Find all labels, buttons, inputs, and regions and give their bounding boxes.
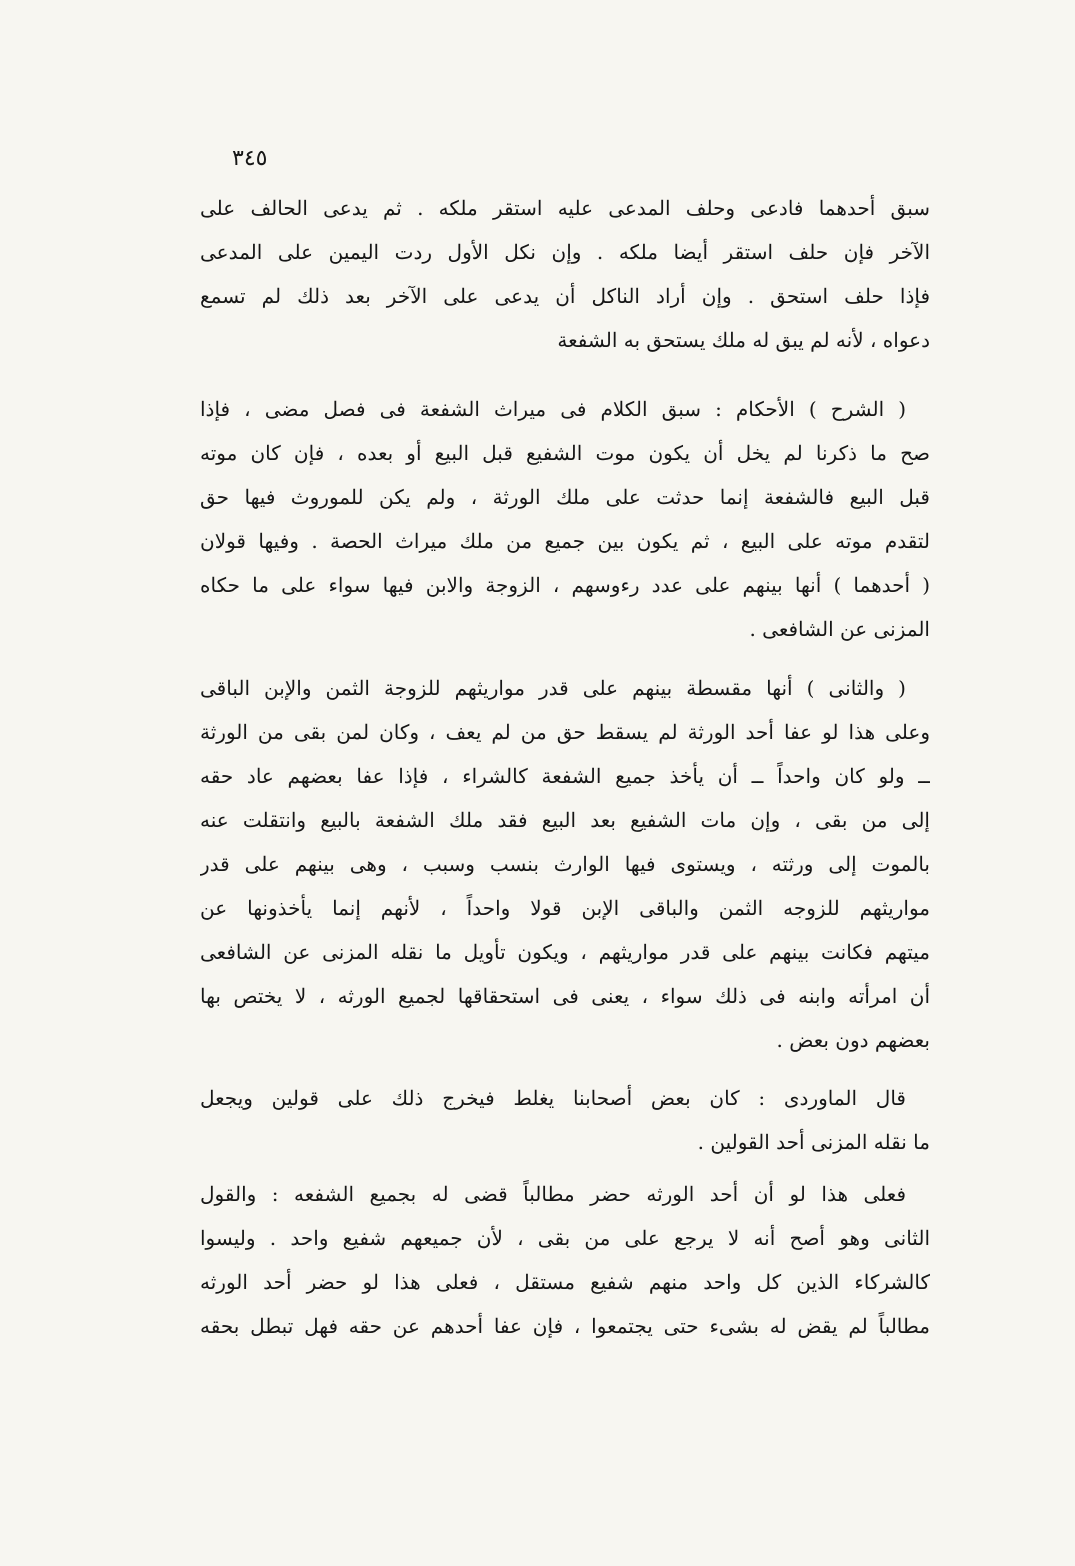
text-line: فإذا حلف استحق . وإن أراد الناكل أن يدعى على الآخر بعد ذلك لم تسمع — [200, 284, 930, 308]
text-line: قبل البيع فالشفعة إنما حدثت على ملك الورثة ، ولم يكن للموروث فيها حق — [200, 485, 930, 509]
text-line: صح ما ذكرنا لم يخل أن يكون موت الشفيع قبل البيع أو بعده ، فإن كان موته — [200, 441, 930, 465]
paragraph-1 — [200, 186, 930, 362]
text-line: دعواه ، لأنه لم يبق له ملك يستحق به الشفعة — [557, 328, 930, 352]
page-number: ٣٤٥ — [232, 146, 268, 171]
text-line: بالموت إلى ورثته ، ويستوى فيها الوارث بنسب وسبب ، وهى بينهم على قدر — [200, 852, 930, 876]
paragraph-3 — [200, 666, 930, 1062]
text-line: أن امرأته وابنه فى ذلك سواء ، يعنى فى استحقاقها لجميع الورثه ، لا يختص بها — [200, 984, 930, 1008]
text-line: قال الماوردى : كان بعض أصحابنا يغلط فيخرج ذلك على قولين ويجعل — [200, 1086, 906, 1110]
text-line: ــ ولو كان واحداً ــ أن يأخذ جميع الشفعة كالشراء ، فإذا عفا بعضهم عاد حقه — [200, 764, 930, 788]
paragraph-5 — [200, 1172, 930, 1348]
paragraph-4 — [200, 1076, 930, 1164]
text-line: ( الشرح ) الأحكام : سبق الكلام فى ميراث الشفعة فى فصل مضى ، فإذا — [200, 397, 906, 421]
text-line: ( أحدهما ) أنها بينهم على عدد رءوسهم ، الزوجة والابن فيها سواء على ما حكاه — [200, 573, 930, 597]
text-line: مواريثهم للزوجه الثمن والباقى الإبن قولا واحداً ، لأنهم إنما يأخذونها عن — [200, 896, 930, 920]
text-line: الآخر فإن حلف استقر أيضا ملكه . وإن نكل الأول ردت اليمين على المدعى — [200, 240, 930, 264]
paragraph-2 — [200, 387, 930, 651]
text-line: ما نقله المزنى أحد القولين . — [697, 1130, 930, 1154]
text-line: الثانى وهو أصح أنه لا يرجع على من بقى ، لأن جميعهم شفيع واحد . وليسوا — [200, 1226, 930, 1250]
text-line: مطالباً لم يقض له بشىء حتى يجتمعوا ، فإن عفا أحدهم عن حقه فهل تبطل بحقه — [200, 1314, 930, 1338]
text-line: سبق أحدهما فادعى وحلف المدعى عليه استقر ملكه . ثم يدعى الحالف على — [200, 196, 930, 220]
text-line: وعلى هذا لو عفا أحد الورثة لم يسقط حق من لم يعف ، وكان لمن بقى من الورثة — [200, 720, 930, 744]
text-line: بعضهم دون بعض . — [776, 1028, 930, 1052]
text-line: ( والثانى ) أنها مقسطة بينهم على قدر مواريثهم للزوجة الثمن والإبن الباقى — [200, 676, 906, 700]
text-line: لتقدم موته على البيع ، ثم يكون بين جميع من ملك ميراث الحصة . وفيها قولان — [200, 529, 930, 553]
text-line: ميتهم فكانت بينهم على قدر مواريثهم ، ويكون تأويل ما نقله المزنى عن الشافعى — [200, 940, 930, 964]
text-line: كالشركاء الذين كل واحد منهم شفيع مستقل ، فعلى هذا لو حضر أحد الورثه — [200, 1270, 930, 1294]
text-line: فعلى هذا لو أن أحد الورثه حضر مطالباً قضى له بجميع الشفعه : والقول — [200, 1182, 906, 1206]
text-line: المزنى عن الشافعى . — [749, 617, 930, 641]
text-line: إلى من بقى ، وإن مات الشفيع بعد البيع فقد ملك الشفعة بالبيع وانتقلت عنه — [200, 808, 930, 832]
